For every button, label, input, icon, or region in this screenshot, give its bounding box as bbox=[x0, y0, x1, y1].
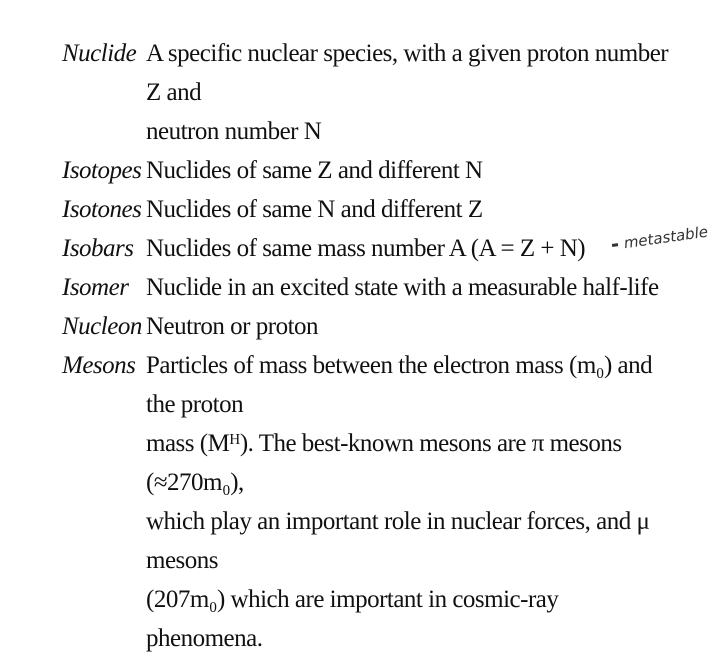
glossary-entry-mesons bbox=[62, 346, 682, 658]
dash-mark bbox=[612, 243, 618, 247]
term-isomer: Isomer bbox=[62, 274, 129, 301]
glossary-entry-isotones bbox=[62, 190, 682, 229]
glossary-entry-isobars bbox=[62, 229, 682, 268]
definition-nuclide: A specific nuclear species, with a given proton number Z and neutron number N bbox=[146, 40, 669, 145]
term-nuclide: Nuclide bbox=[62, 40, 137, 67]
definition-isotopes: Nuclides of same Z and different N bbox=[146, 157, 483, 184]
handwritten-note-text: metastable bbox=[622, 222, 710, 253]
term-isobars: Isobars bbox=[62, 235, 134, 262]
definition-isobars: Nuclides of same mass number A (A = Z + N) bbox=[146, 235, 586, 262]
glossary-entry-nuclide bbox=[62, 34, 682, 151]
definition-nucleon: Neutron or proton bbox=[146, 313, 319, 340]
glossary-entry-isotopes bbox=[62, 151, 682, 190]
term-nucleon: Nucleon bbox=[62, 313, 142, 340]
definition-mesons: Particles of mass between the electron mass (m₀) and the proton mass (Mᴴ). The best-known mesons are π mesons (≈270m₀), which play an important role in nuclear forces, and μ mesons (207m₀) which are important in cosmic-ray phenomena. bbox=[146, 352, 653, 652]
nuclear-terms-glossary bbox=[62, 34, 682, 658]
glossary-entry-isomer bbox=[62, 268, 682, 307]
definition-isotones: Nuclides of same N and different Z bbox=[146, 196, 483, 223]
glossary-entry-nucleon bbox=[62, 307, 682, 346]
term-isotopes: Isotopes bbox=[62, 157, 142, 184]
term-mesons: Mesons bbox=[62, 352, 136, 379]
definition-isomer: Nuclide in an excited state with a measurable half-life bbox=[146, 274, 659, 301]
term-isotones: Isotones bbox=[62, 196, 142, 223]
